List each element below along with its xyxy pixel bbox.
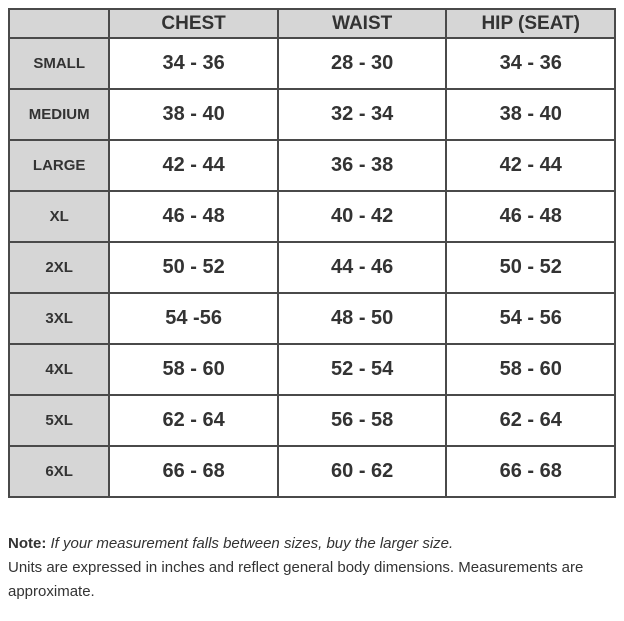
table-row: [9, 293, 615, 344]
header-waist: WAIST: [278, 9, 447, 38]
size-label: LARGE: [9, 140, 109, 191]
waist-value: 52 - 54: [278, 344, 447, 395]
waist-value: 60 - 62: [278, 446, 447, 497]
waist-value: 40 - 42: [278, 191, 447, 242]
size-label: 5XL: [9, 395, 109, 446]
size-label: MEDIUM: [9, 89, 109, 140]
size-label: 2XL: [9, 242, 109, 293]
size-label: XL: [9, 191, 109, 242]
hip-value: 54 - 56: [446, 293, 615, 344]
chest-value: 38 - 40: [109, 89, 278, 140]
table-row: [9, 191, 615, 242]
units-note: Units are expressed in inches and reflect general body dimensions. Measurements are approximate.: [8, 559, 584, 600]
hip-value: 50 - 52: [446, 242, 615, 293]
size-label: 6XL: [9, 446, 109, 497]
waist-value: 56 - 58: [278, 395, 447, 446]
note-line: [8, 532, 614, 556]
hip-value: 34 - 36: [446, 38, 615, 89]
hip-value: 46 - 48: [446, 191, 615, 242]
hip-value: 42 - 44: [446, 140, 615, 191]
waist-value: 32 - 34: [278, 89, 447, 140]
hip-value: 58 - 60: [446, 344, 615, 395]
hip-value: 62 - 64: [446, 395, 615, 446]
waist-value: 48 - 50: [278, 293, 447, 344]
header-hip-seat: HIP (SEAT): [446, 9, 615, 38]
waist-value: 44 - 46: [278, 242, 447, 293]
table-row: [9, 344, 615, 395]
table-row: [9, 446, 615, 497]
size-label: 4XL: [9, 344, 109, 395]
note-label: Note:: [8, 535, 47, 552]
hip-value: 38 - 40: [446, 89, 615, 140]
chest-value: 50 - 52: [109, 242, 278, 293]
size-chart-table: [8, 8, 616, 498]
size-label: SMALL: [9, 38, 109, 89]
table-row: [9, 395, 615, 446]
chest-value: 46 - 48: [109, 191, 278, 242]
table-row: [9, 242, 615, 293]
table-row: [9, 140, 615, 191]
chest-value: 58 - 60: [109, 344, 278, 395]
table-row: [9, 38, 615, 89]
note-text: If your measurement falls between sizes, buy the larger size.: [50, 535, 454, 552]
header-row: [9, 9, 615, 38]
chest-value: 66 - 68: [109, 446, 278, 497]
waist-value: 28 - 30: [278, 38, 447, 89]
chest-value: 62 - 64: [109, 395, 278, 446]
chest-value: 34 - 36: [109, 38, 278, 89]
size-label: 3XL: [9, 293, 109, 344]
hip-value: 66 - 68: [446, 446, 615, 497]
header-chest: CHEST: [109, 9, 278, 38]
waist-value: 36 - 38: [278, 140, 447, 191]
header-corner-cell: [9, 9, 109, 38]
notes-section: [8, 532, 614, 604]
chest-value: 54 -56: [109, 293, 278, 344]
chest-value: 42 - 44: [109, 140, 278, 191]
table-row: [9, 89, 615, 140]
